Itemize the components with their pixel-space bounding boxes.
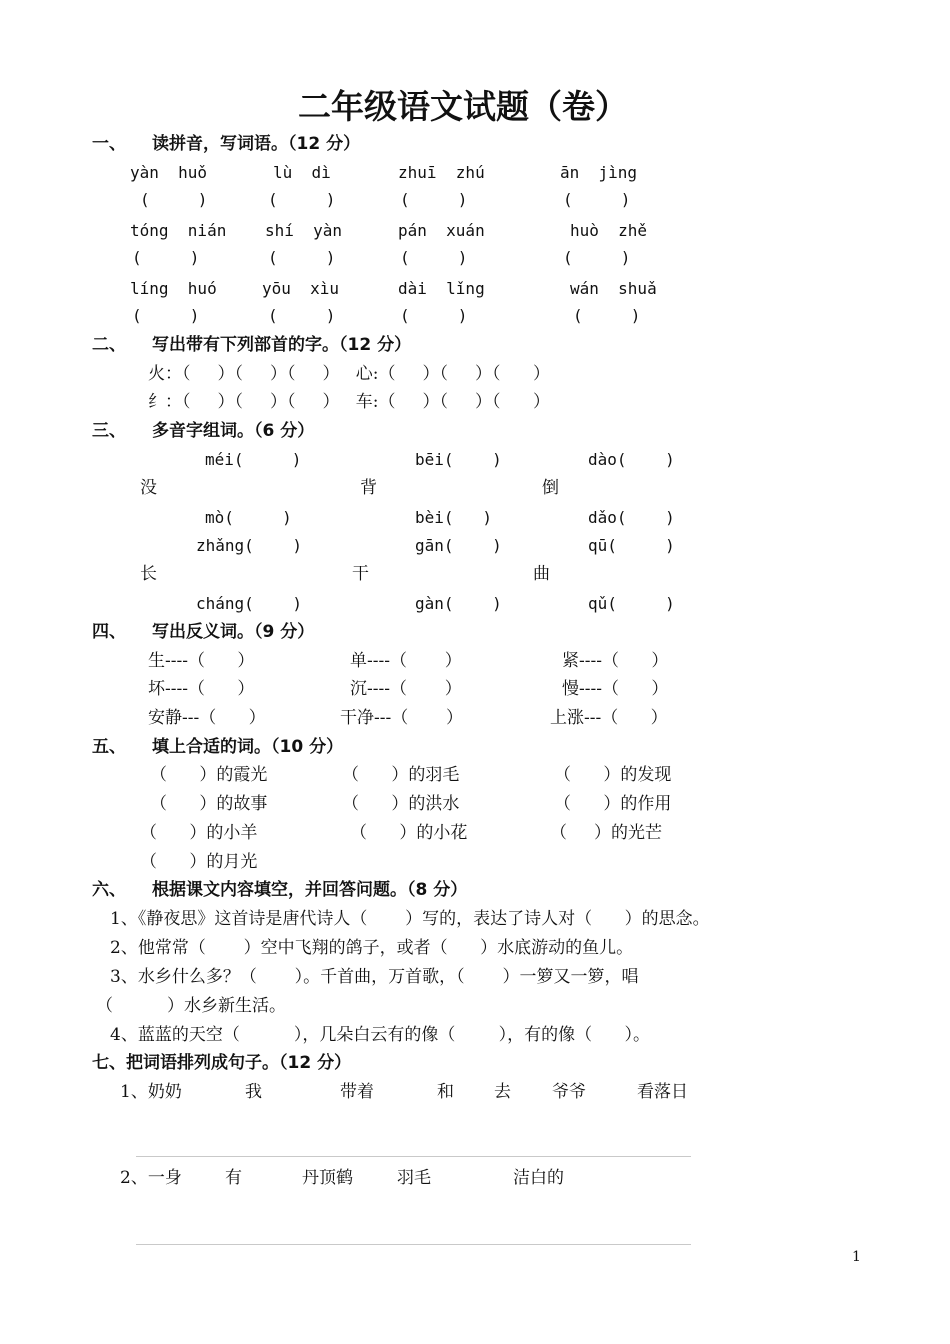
antonym-item[interactable]: 生----（ ） bbox=[148, 651, 255, 671]
section-1-heading: 读拼音，写词语。（12 分） bbox=[152, 134, 361, 154]
pinyin: huò zhě bbox=[570, 221, 648, 240]
fill-word-item[interactable]: （ ）的光芒 bbox=[550, 823, 663, 843]
word-token: 我 bbox=[245, 1082, 262, 1102]
reading-question[interactable]: （ ）水乡新生活。 bbox=[96, 996, 287, 1016]
fill-word-item[interactable]: （ ）的小花 bbox=[350, 823, 468, 843]
word-token: 带着 bbox=[340, 1082, 374, 1102]
section-3-heading: 多音字组词。（6 分） bbox=[152, 421, 315, 441]
polyphone-pinyin[interactable]: qǔ( ) bbox=[588, 594, 675, 613]
word-token: 爷爷 bbox=[552, 1082, 586, 1102]
fill-word-item[interactable]: （ ）的小羊 bbox=[140, 823, 258, 843]
word-token: 1、奶奶 bbox=[120, 1082, 182, 1102]
polyphone-pinyin[interactable]: méi( ) bbox=[205, 450, 302, 469]
pinyin: líng huó bbox=[130, 279, 217, 298]
radical-line[interactable]: 火：（ ）（ ）（ ） 心:（ ）（ ）（ ） bbox=[148, 364, 550, 384]
fill-word-item[interactable]: （ ）的故事 bbox=[150, 794, 268, 814]
polyphone-char: 曲 bbox=[533, 564, 550, 584]
antonym-item[interactable]: 上涨---（ ） bbox=[550, 708, 668, 728]
answer-blank[interactable]: ( ) bbox=[132, 248, 200, 267]
answer-blank[interactable]: ( ) bbox=[400, 190, 468, 209]
polyphone-pinyin[interactable]: qū( ) bbox=[588, 536, 675, 555]
fill-word-item[interactable]: （ ）的羽毛 bbox=[342, 765, 460, 785]
fill-word-item[interactable]: （ ）的作用 bbox=[554, 794, 672, 814]
section-4-number: 四、 bbox=[92, 622, 126, 642]
pinyin: lù dì bbox=[273, 163, 331, 182]
radical-line[interactable]: 纟：（ ）（ ）（ ） 车:（ ）（ ）（ ） bbox=[148, 392, 550, 412]
answer-blank[interactable]: ( ) bbox=[268, 190, 336, 209]
polyphone-pinyin[interactable]: dào( ) bbox=[588, 450, 675, 469]
section-1-number: 一、 bbox=[92, 134, 126, 154]
antonym-item[interactable]: 坏----（ ） bbox=[148, 679, 255, 699]
reading-question[interactable]: 1、《静夜思》这首诗是唐代诗人（ ）写的，表达了诗人对（ ）的思念。 bbox=[110, 909, 710, 929]
answer-blank[interactable]: ( ) bbox=[268, 306, 336, 325]
fill-word-item[interactable]: （ ）的霞光 bbox=[150, 765, 268, 785]
word-token: 羽毛 bbox=[397, 1168, 431, 1188]
antonym-item[interactable]: 安静---（ ） bbox=[148, 708, 266, 728]
answer-blank[interactable]: ( ) bbox=[563, 190, 631, 209]
pinyin: pán xuán bbox=[398, 221, 485, 240]
polyphone-pinyin[interactable]: gàn( ) bbox=[415, 594, 502, 613]
antonym-item[interactable]: 干净---（ ） bbox=[340, 708, 464, 728]
reading-question[interactable]: 2、他常常（ ）空中飞翔的鸽子，或者（ ）水底游动的鱼儿。 bbox=[110, 938, 634, 958]
answer-blank[interactable]: ( ) bbox=[400, 248, 468, 267]
antonym-item[interactable]: 沉----（ ） bbox=[350, 679, 462, 699]
word-token: 2、一身 bbox=[120, 1168, 182, 1188]
section-3-number: 三、 bbox=[92, 421, 126, 441]
word-token: 丹顶鹤 bbox=[302, 1168, 353, 1188]
pinyin: ān jìng bbox=[560, 163, 638, 182]
polyphone-pinyin[interactable]: mò( ) bbox=[205, 508, 292, 527]
answer-blank[interactable]: ( ) bbox=[140, 190, 208, 209]
answer-blank[interactable]: ( ) bbox=[268, 248, 336, 267]
section-2-number: 二、 bbox=[92, 335, 126, 355]
polyphone-pinyin[interactable]: cháng( ) bbox=[196, 594, 302, 613]
section-2-heading: 写出带有下列部首的字。（12 分） bbox=[152, 335, 412, 355]
word-token: 和 bbox=[437, 1082, 454, 1102]
word-token: 去 bbox=[494, 1082, 511, 1102]
polyphone-pinyin[interactable]: zhǎng( ) bbox=[196, 536, 302, 555]
pinyin: yàn huǒ bbox=[130, 163, 208, 182]
polyphone-pinyin[interactable]: gān( ) bbox=[415, 536, 502, 555]
section-5-number: 五、 bbox=[92, 737, 126, 757]
fill-word-item[interactable]: （ ）的洪水 bbox=[342, 794, 460, 814]
page-number: 1 bbox=[852, 1249, 861, 1265]
polyphone-char: 背 bbox=[360, 478, 377, 498]
fill-word-item[interactable]: （ ）的发现 bbox=[554, 765, 672, 785]
section-7-heading: 七、把词语排列成句子。（12 分） bbox=[92, 1053, 352, 1073]
polyphone-char: 干 bbox=[352, 564, 369, 584]
pinyin: dài lǐng bbox=[398, 279, 485, 298]
reading-question[interactable]: 3、水乡什么多？（ ）。千首曲，万首歌，（ ）一箩又一箩，唱 bbox=[110, 967, 639, 987]
pinyin: tóng nián bbox=[130, 221, 227, 240]
page-title: 二年级语文试题（卷） bbox=[298, 87, 628, 126]
polyphone-char: 长 bbox=[140, 564, 157, 584]
section-6-heading: 根据课文内容填空，并回答问题。（8 分） bbox=[152, 880, 468, 900]
answer-line[interactable] bbox=[136, 1244, 691, 1245]
answer-blank[interactable]: ( ) bbox=[573, 306, 641, 325]
section-6-number: 六、 bbox=[92, 880, 126, 900]
pinyin: wán shuǎ bbox=[570, 279, 657, 298]
antonym-item[interactable]: 单----（ ） bbox=[350, 651, 462, 671]
answer-blank[interactable]: ( ) bbox=[132, 306, 200, 325]
pinyin: zhuī zhú bbox=[398, 163, 485, 182]
word-token: 看落日 bbox=[637, 1082, 688, 1102]
antonym-item[interactable]: 紧----（ ） bbox=[562, 651, 669, 671]
polyphone-pinyin[interactable]: dǎo( ) bbox=[588, 508, 675, 527]
reading-question[interactable]: 4、蓝蓝的天空（ ），几朵白云有的像（ ），有的像（ ）。 bbox=[110, 1025, 651, 1045]
section-4-heading: 写出反义词。（9 分） bbox=[152, 622, 315, 642]
word-token: 洁白的 bbox=[513, 1168, 564, 1188]
polyphone-pinyin[interactable]: bèi( ) bbox=[415, 508, 493, 527]
fill-word-item[interactable]: （ ）的月光 bbox=[140, 852, 258, 872]
polyphone-pinyin[interactable]: bēi( ) bbox=[415, 450, 502, 469]
pinyin: yōu xìu bbox=[262, 279, 340, 298]
answer-blank[interactable]: ( ) bbox=[400, 306, 468, 325]
antonym-item[interactable]: 慢----（ ） bbox=[562, 679, 669, 699]
answer-line[interactable] bbox=[136, 1156, 691, 1157]
pinyin: shí yàn bbox=[265, 221, 343, 240]
answer-blank[interactable]: ( ) bbox=[563, 248, 631, 267]
polyphone-char: 没 bbox=[140, 478, 157, 498]
word-token: 有 bbox=[225, 1168, 242, 1188]
section-5-heading: 填上合适的词。（10 分） bbox=[152, 737, 344, 757]
polyphone-char: 倒 bbox=[542, 478, 559, 498]
